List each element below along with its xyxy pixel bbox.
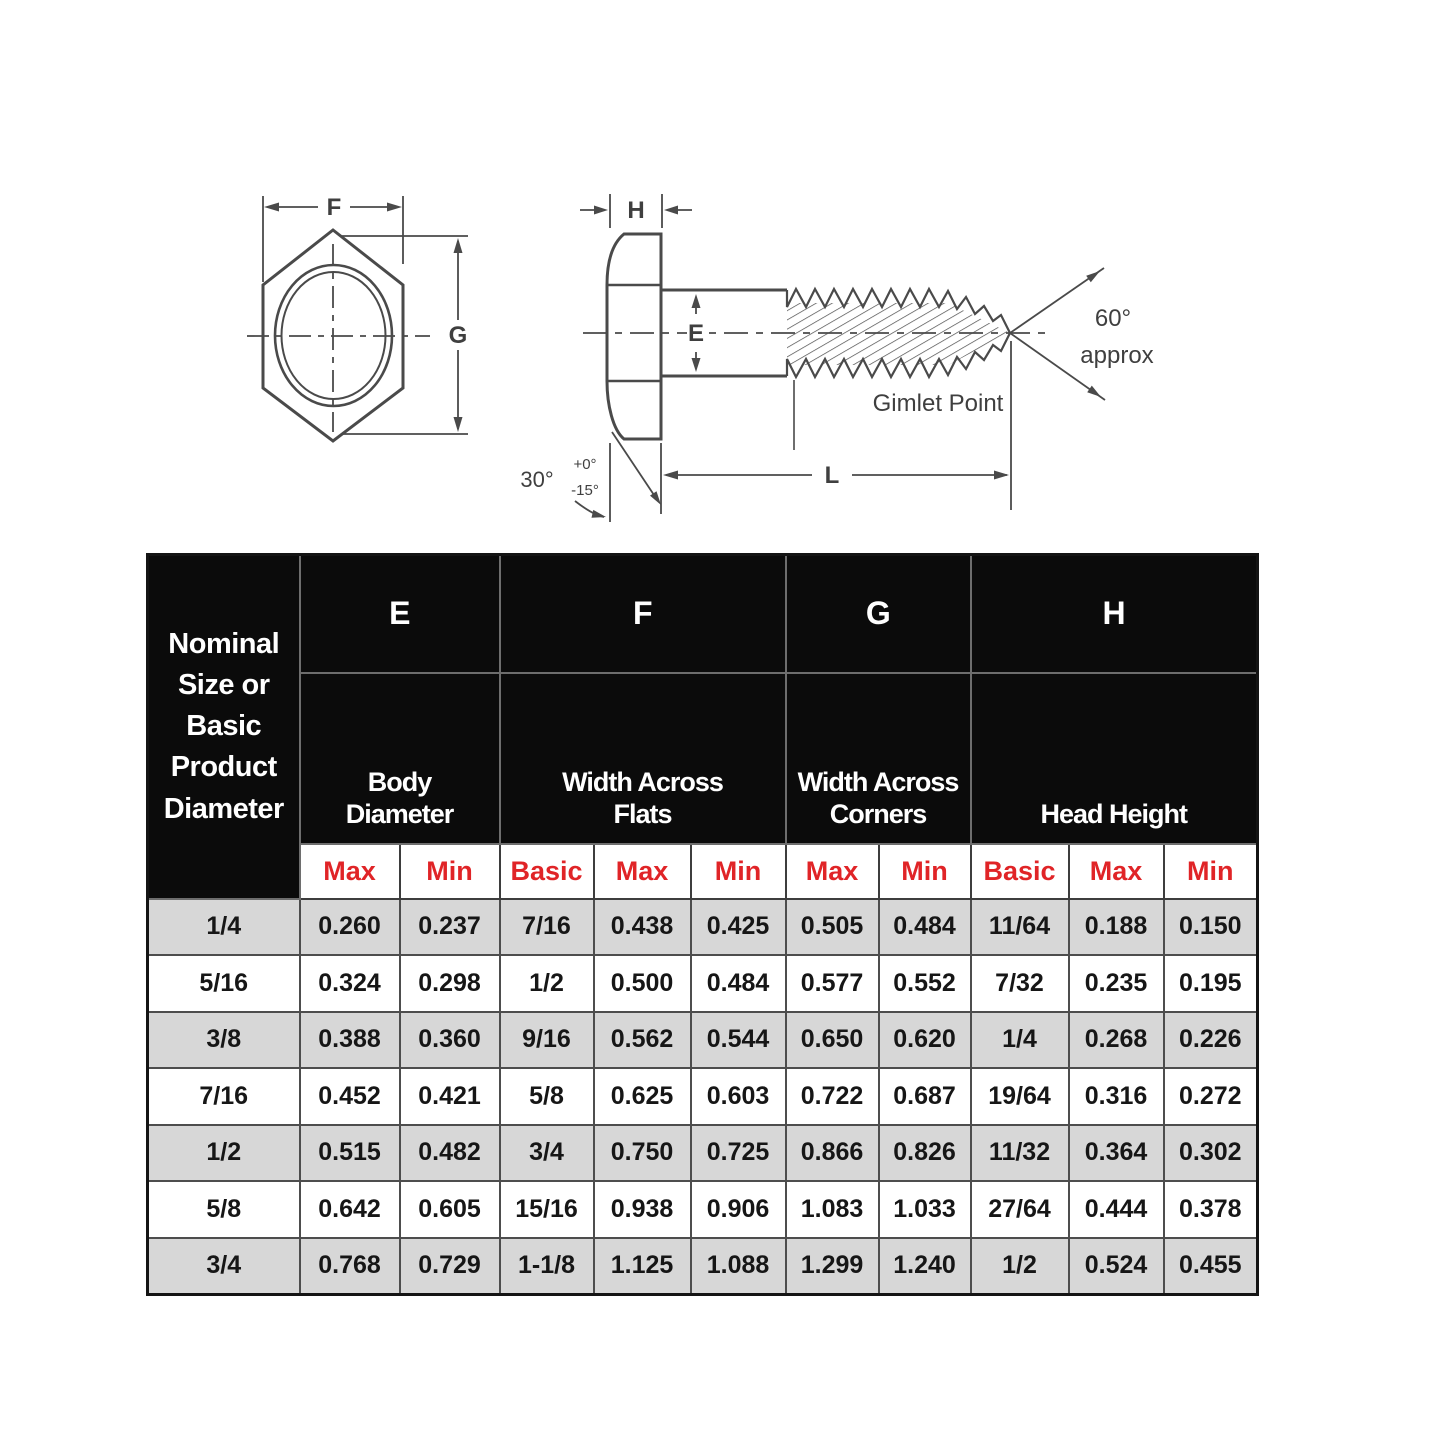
value-cell: 0.482 xyxy=(400,1125,500,1182)
value-cell: 1.088 xyxy=(691,1238,786,1295)
point-angle-label: 60° xyxy=(1094,305,1132,332)
value-cell: 0.360 xyxy=(400,1012,500,1069)
nominal-size-cell: 5/16 xyxy=(148,955,300,1012)
value-cell: 27/64 xyxy=(971,1181,1069,1238)
subheader-row xyxy=(148,844,1258,899)
point-angle-callout xyxy=(1010,268,1154,400)
value-cell: 0.237 xyxy=(400,899,500,956)
group-label-width-across-flats xyxy=(500,673,786,844)
dim-F-label: F xyxy=(326,194,342,221)
value-cell: 11/64 xyxy=(971,899,1069,956)
value-cell: 5/8 xyxy=(500,1068,594,1125)
value-cell: 0.150 xyxy=(1164,899,1258,956)
hex-head-profile xyxy=(607,234,661,439)
value-cell: 0.425 xyxy=(691,899,786,956)
value-cell: 7/16 xyxy=(500,899,594,956)
value-cell: 0.500 xyxy=(594,955,691,1012)
subheader-cell: Max xyxy=(1069,844,1164,899)
table-row xyxy=(148,1181,1258,1238)
value-cell: 0.188 xyxy=(1069,899,1164,956)
subheader-cell: Max xyxy=(300,844,400,899)
group-label-head-height xyxy=(971,673,1258,844)
value-cell: 0.605 xyxy=(400,1181,500,1238)
table-row xyxy=(148,1125,1258,1182)
value-cell: 0.272 xyxy=(1164,1068,1258,1125)
underhead-angle-tol-upper: +0° xyxy=(573,456,597,473)
value-cell: 0.388 xyxy=(300,1012,400,1069)
value-cell: 0.577 xyxy=(786,955,879,1012)
lag-screw-technical-drawing xyxy=(230,178,1170,538)
dim-L-label: L xyxy=(824,462,840,489)
value-cell: 1.240 xyxy=(879,1238,971,1295)
value-cell: 0.826 xyxy=(879,1125,971,1182)
group-letter-H: H xyxy=(971,555,1258,673)
arrowhead xyxy=(692,294,701,308)
value-cell: 0.268 xyxy=(1069,1012,1164,1069)
lag-screw-dimension-table xyxy=(146,553,1259,1296)
value-cell: 0.544 xyxy=(691,1012,786,1069)
underhead-chamfer-angle xyxy=(520,432,661,522)
value-cell: 1-1/8 xyxy=(500,1238,594,1295)
value-cell: 1.033 xyxy=(879,1181,971,1238)
lag-screw-side-view xyxy=(520,194,1153,522)
arrowhead xyxy=(994,471,1009,480)
header-description-row xyxy=(148,673,1258,844)
value-cell: 0.552 xyxy=(879,955,971,1012)
value-cell: 0.378 xyxy=(1164,1181,1258,1238)
nominal-size-cell: 5/8 xyxy=(148,1181,300,1238)
group-label-line: Width Across xyxy=(562,766,723,797)
group-letter-F: F xyxy=(500,555,786,673)
underhead-angle-label: 30° xyxy=(520,467,554,492)
value-cell: 0.687 xyxy=(879,1068,971,1125)
dimension-E xyxy=(687,294,705,372)
value-cell: 0.562 xyxy=(594,1012,691,1069)
group-label-line: Width Across xyxy=(797,766,959,797)
arrowhead xyxy=(454,417,463,432)
value-cell: 0.438 xyxy=(594,899,691,956)
arrowhead xyxy=(1087,386,1101,397)
group-letter-E: E xyxy=(300,555,500,673)
subheader-cell: Min xyxy=(1164,844,1258,899)
subheader-cell: Basic xyxy=(500,844,594,899)
value-cell: 0.524 xyxy=(1069,1238,1164,1295)
table-row xyxy=(148,1012,1258,1069)
nominal-size-cell: 1/4 xyxy=(148,899,300,956)
value-cell: 9/16 xyxy=(500,1012,594,1069)
group-label-line: Corners xyxy=(829,798,927,829)
value-cell: 0.642 xyxy=(300,1181,400,1238)
nominal-size-cell: 7/16 xyxy=(148,1068,300,1125)
gimlet-point-label: Gimlet Point xyxy=(872,390,1004,417)
value-cell: 0.302 xyxy=(1164,1125,1258,1182)
hex-head-front-view xyxy=(247,194,468,441)
value-cell: 1/2 xyxy=(500,955,594,1012)
value-cell: 15/16 xyxy=(500,1181,594,1238)
dim-G-label: G xyxy=(448,322,468,349)
group-label-body-diameter xyxy=(300,673,500,844)
underhead-angle-tol-lower: -15° xyxy=(571,482,599,499)
value-cell: 0.364 xyxy=(1069,1125,1164,1182)
value-cell: 1.083 xyxy=(786,1181,879,1238)
arrowhead xyxy=(663,471,678,480)
value-cell: 0.625 xyxy=(594,1068,691,1125)
value-cell: 0.452 xyxy=(300,1068,400,1125)
value-cell: 0.226 xyxy=(1164,1012,1258,1069)
value-cell: 0.729 xyxy=(400,1238,500,1295)
value-cell: 0.620 xyxy=(879,1012,971,1069)
value-cell: 1/4 xyxy=(971,1012,1069,1069)
arrowhead xyxy=(592,510,607,518)
value-cell: 0.515 xyxy=(300,1125,400,1182)
value-cell: 0.650 xyxy=(786,1012,879,1069)
value-cell: 0.938 xyxy=(594,1181,691,1238)
group-label-width-across-corners xyxy=(786,673,971,844)
spec-table-body xyxy=(148,899,1258,1295)
nominal-header-line: Diameter xyxy=(163,792,284,825)
chamfer-angle-line xyxy=(612,432,658,501)
point-angle-qualifier: approx xyxy=(1080,342,1154,369)
value-cell: 0.298 xyxy=(400,955,500,1012)
dim-E-label: E xyxy=(687,320,705,347)
value-cell: 0.195 xyxy=(1164,955,1258,1012)
value-cell: 0.260 xyxy=(300,899,400,956)
nominal-size-cell: 1/2 xyxy=(148,1125,300,1182)
group-label-line: Diameter xyxy=(345,798,454,829)
nominal-size-header xyxy=(148,555,300,899)
value-cell: 0.906 xyxy=(691,1181,786,1238)
value-cell: 0.235 xyxy=(1069,955,1164,1012)
value-cell: 0.722 xyxy=(786,1068,879,1125)
nominal-header-line: Basic xyxy=(186,710,262,743)
subheader-cell: Min xyxy=(691,844,786,899)
nominal-header-line: Product xyxy=(170,751,277,784)
table-row xyxy=(148,1238,1258,1295)
value-cell: 0.603 xyxy=(691,1068,786,1125)
group-letter-G: G xyxy=(786,555,971,673)
value-cell: 0.324 xyxy=(300,955,400,1012)
nominal-size-cell: 3/8 xyxy=(148,1012,300,1069)
arrowhead xyxy=(454,238,463,253)
value-cell: 1.125 xyxy=(594,1238,691,1295)
group-label-line: Body xyxy=(367,766,432,797)
nominal-size-cell: 3/4 xyxy=(148,1238,300,1295)
subheader-cell: Max xyxy=(786,844,879,899)
subheader-cell: Max xyxy=(594,844,691,899)
value-cell: 0.866 xyxy=(786,1125,879,1182)
subheader-cell: Min xyxy=(400,844,500,899)
subheader-cell: Basic xyxy=(971,844,1069,899)
header-letter-row xyxy=(148,555,1258,673)
nominal-header-line: Size or xyxy=(177,668,270,701)
dim-H-label: H xyxy=(627,197,645,224)
value-cell: 7/32 xyxy=(971,955,1069,1012)
value-cell: 0.768 xyxy=(300,1238,400,1295)
table-row xyxy=(148,899,1258,956)
value-cell: 0.444 xyxy=(1069,1181,1164,1238)
value-cell: 0.725 xyxy=(691,1125,786,1182)
table-row xyxy=(148,955,1258,1012)
value-cell: 0.455 xyxy=(1164,1238,1258,1295)
dimension-L xyxy=(661,341,1011,514)
arrowhead xyxy=(1086,271,1100,282)
nominal-header-line: Nominal xyxy=(168,627,280,660)
value-cell: 1/2 xyxy=(971,1238,1069,1295)
value-cell: 0.421 xyxy=(400,1068,500,1125)
arrowhead xyxy=(264,203,279,212)
subheader-cell: Min xyxy=(879,844,971,899)
table-row xyxy=(148,1068,1258,1125)
arrowhead xyxy=(387,203,402,212)
value-cell: 3/4 xyxy=(500,1125,594,1182)
value-cell: 19/64 xyxy=(971,1068,1069,1125)
group-label-line: Flats xyxy=(613,798,672,829)
arrowhead xyxy=(664,206,678,215)
value-cell: 0.316 xyxy=(1069,1068,1164,1125)
value-cell: 0.750 xyxy=(594,1125,691,1182)
dimension-H xyxy=(580,194,692,228)
value-cell: 0.484 xyxy=(691,955,786,1012)
value-cell: 1.299 xyxy=(786,1238,879,1295)
arrowhead xyxy=(692,358,701,372)
value-cell: 0.484 xyxy=(879,899,971,956)
value-cell: 11/32 xyxy=(971,1125,1069,1182)
arrowhead xyxy=(594,206,608,215)
group-label-line: Head Height xyxy=(1040,798,1188,829)
arrowhead xyxy=(650,491,661,505)
threads xyxy=(787,289,1010,450)
value-cell: 0.505 xyxy=(786,899,879,956)
